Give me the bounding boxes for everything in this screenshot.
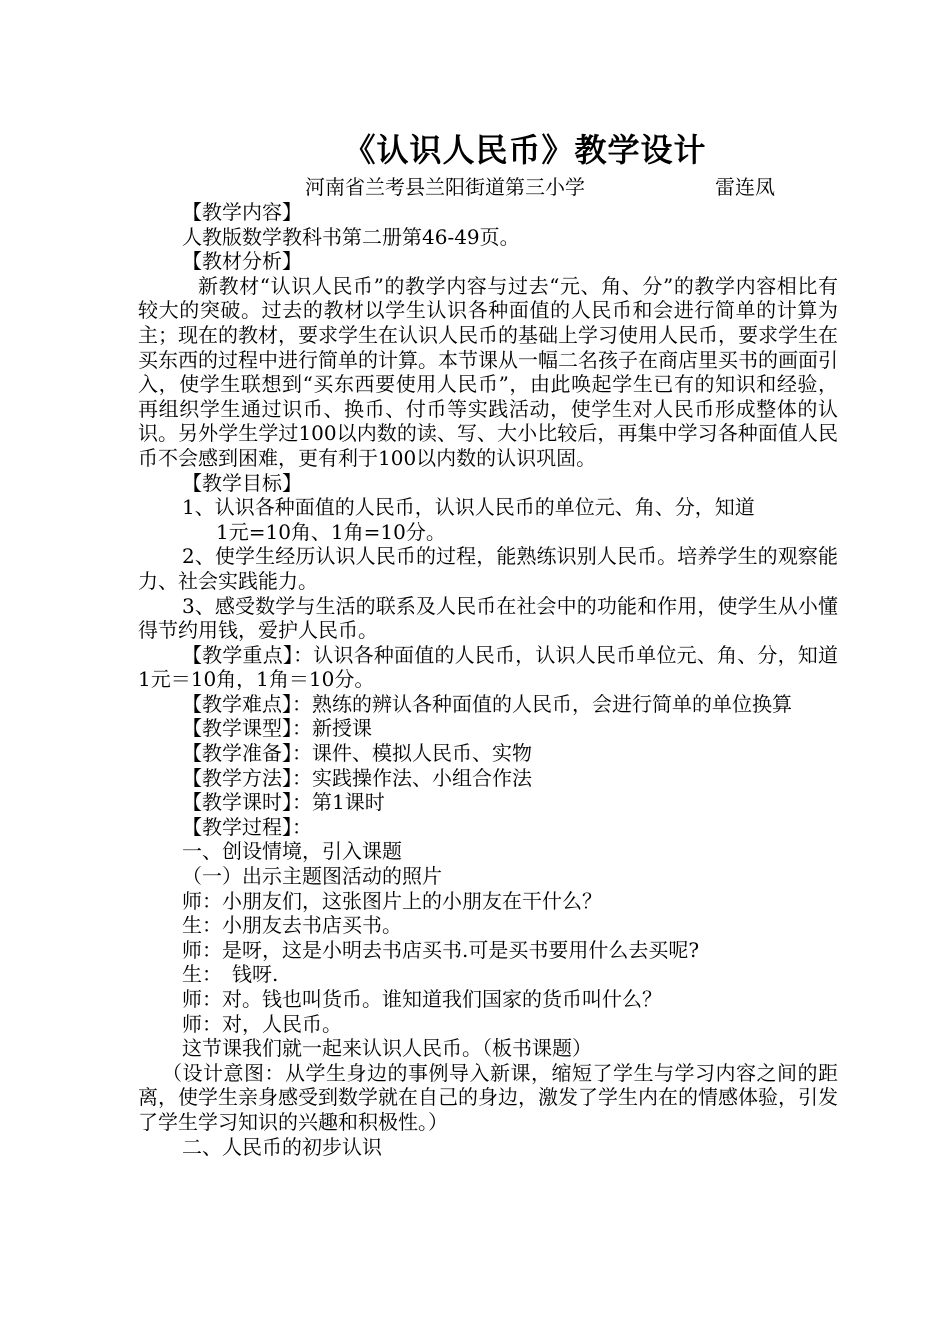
lesson-type: 【教学课型】：新授课	[182, 716, 372, 741]
goal-2: 2、使学生经历认识人民币的过程，能熟练识别人民币。培养学生的观察能力、社会实践能力。	[138, 544, 838, 593]
dialogue-line-2: 生：小朋友去书店买书。	[182, 913, 402, 938]
dialogue-line-7: 这节课我们就一起来认识人民币。（板书课题）	[182, 1036, 592, 1061]
preparation: 【教学准备】：课件、模拟人民币、实物	[182, 741, 532, 766]
teaching-method: 【教学方法】：实践操作法、小组合作法	[182, 765, 532, 790]
key-point: 【教学重点】：认识各种面值的人民币，认识人民币单位元、角、分，知道1元＝10角，1角＝10分。	[138, 642, 838, 692]
analysis-paragraph: 新教材“认识人民币”的教学内容与过去“元、角、分”的教学内容相比有较大的突破。过去的教材以学生认识各种面值的人民币和会进行简单的计算为主；现在的教材，要求学生在认识人民币的基础上学习使用人民币，要求学生在买东西的过程中进行简单的计算。本节课从一幅二名孩子在商店里买书的画面引入，使学生联想到“买东西要使用人民币”，由此唤起学生已有的知识和经验，再组织学生通过识币、换币、付币等实践活动，使学生对人民币形成整体的认识。另外学生学过100以内数的读、写、大小比较后，再集中学习各种面值人民币不会感到困难，更有利于100以内数的认识巩固。	[138, 273, 838, 470]
section-heading-goals: 【教学目标】	[182, 470, 302, 495]
dialogue-line-6: 师：对，人民币。	[182, 1011, 342, 1036]
step-2-heading: 二、人民币的初步认识	[182, 1134, 382, 1159]
section-heading-analysis: 【教材分析】	[182, 249, 302, 274]
lesson-period: 【教学课时】：第1课时	[182, 790, 385, 815]
step-1-subheading: （一）出示主题图活动的照片	[182, 864, 442, 889]
goal-3: 3、感受数学与生活的联系及人民币在社会中的功能和作用，使学生从小懂得节约用钱，爱护人民币。	[138, 593, 838, 643]
dialogue-line-3: 师：是呀，这是小明去书店买书.可是买书要用什么去买呢?	[182, 937, 700, 962]
content-text: 人教版数学教科书第二册第46-49页。	[182, 224, 520, 249]
dialogue-line-1: 师：小朋友们，这张图片上的小朋友在干什么？	[182, 888, 602, 913]
document-body	[138, 200, 838, 1159]
design-intent: （设计意图：从学生身边的事例导入新课，缩短了学生与学习内容之间的距离，使学生亲身感受到数学就在自己的身边，激发了学生内在的情感体验，引发了学生学习知识的兴趣和积极性。）	[138, 1060, 838, 1134]
process-heading: 【教学过程】：	[182, 814, 312, 839]
author-line	[305, 173, 775, 201]
dialogue-line-4: 生： 钱呀.	[182, 962, 279, 987]
author-school: 河南省兰考县兰阳街道第三小学	[305, 175, 585, 199]
difficulty: 【教学难点】：熟练的辨认各种面值的人民币，会进行简单的单位换算	[182, 691, 792, 716]
goal-1-line-2: 1元=10角、1角=10分。	[216, 519, 446, 544]
goal-1-line-1: 1、认识各种面值的人民币，认识人民币的单位元、角、分，知道	[182, 495, 755, 520]
section-heading-content: 【教学内容】	[182, 200, 302, 224]
author-name: 雷连凤	[715, 175, 775, 199]
dialogue-line-5: 师：对。钱也叫货币。谁知道我们国家的货币叫什么？	[182, 987, 662, 1011]
document-title: 《认识人民币》教学设计	[343, 131, 707, 169]
step-1-heading: 一、创设情境，引入课题	[182, 839, 402, 864]
